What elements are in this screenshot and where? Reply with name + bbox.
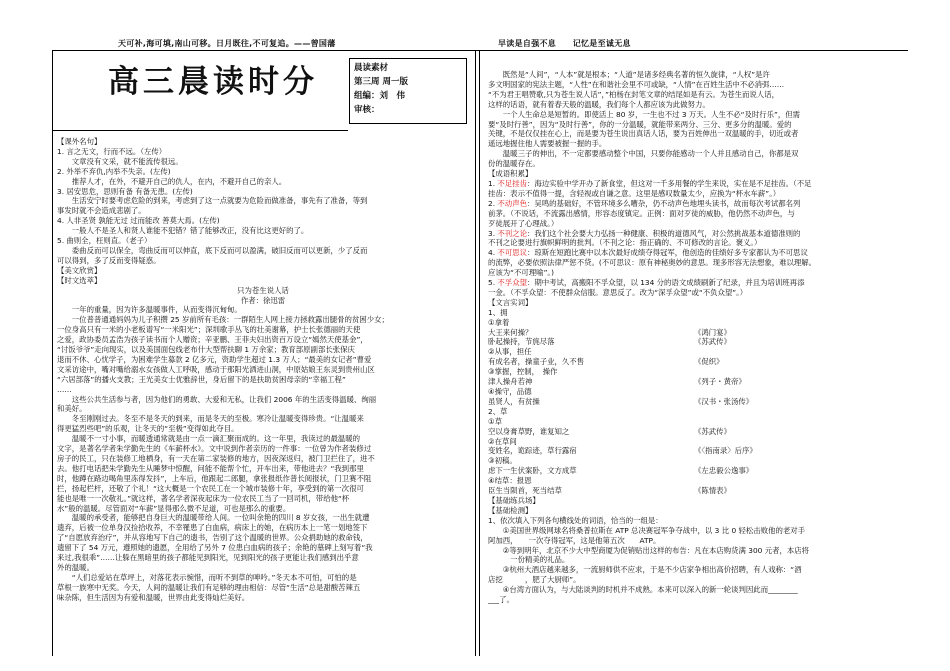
- text-line: [57, 375, 469, 385]
- text-line: [488, 318, 902, 328]
- line-text: 来过,我很乖”……让躲在黑暗里的孩子都能见到阳光，见到阳光的孩子更能让我们感到出乎意: [57, 553, 359, 563]
- info-line: 组编：刘 伟: [354, 91, 406, 101]
- idiom-example: ：海边实验中学开办了新食堂，但这对一千多用餐的学生来说，实在是不足挂齿。（不足: [526, 178, 812, 188]
- text-line: [488, 516, 902, 526]
- text-line: [57, 226, 469, 236]
- text-line: [57, 167, 469, 177]
- text-line: [57, 345, 469, 355]
- text-line: [488, 179, 902, 189]
- line-text: 【基础练兵场】: [488, 495, 540, 505]
- line-text: 1、依次填入下列各句横线处的词语，恰当的一组是：: [488, 515, 663, 525]
- line-text: 这样的话语，就有着春天般的温暖，我们每个人都应该为此做努力。: [488, 99, 710, 109]
- right-column: [488, 70, 902, 605]
- text-line: [57, 365, 469, 375]
- line-text: 虽贤人，有贫操: [488, 396, 540, 406]
- text-line: [57, 147, 469, 157]
- text-line: [488, 169, 902, 179]
- text-line: [488, 476, 902, 486]
- info-line: 晨读素材: [354, 63, 389, 73]
- text-line: [488, 407, 902, 417]
- line-text: 事发时就不会造成悲剧了。: [57, 206, 146, 216]
- text-line: [57, 474, 469, 484]
- line-text: 拦，扬起栏杆，还敬了个礼！“这大概是一个农民工在一个城市装修十年，享受到的第一次很可: [57, 483, 364, 493]
- source-citation: 《汉书・张汤传》: [694, 396, 754, 406]
- line-text: 5. 曲则全，枉则直。（老子）: [57, 236, 152, 246]
- line-text: 之爱，政协委员孟浩为孩子读书而个人赠资；辛亚鹏、王菲夫妇出资百万设立“嫣然天使基金”，: [57, 335, 368, 345]
- text-line: [57, 355, 469, 365]
- motto-left: 天可补,海可填,南山可移。日月既往,不可复追。——曾国藩: [118, 39, 336, 48]
- line-text: 推荐人才，在外，不避开自己的仇人，在内，不避开自己的亲人。: [57, 176, 287, 186]
- idiom-term: 不可思议: [497, 248, 527, 258]
- line-text: 一位身高只有一米的小老板谱写“一米阳光”；深圳歌手丛飞的壮美谢幕，护士长张德丽的天使: [57, 325, 361, 335]
- line-text: 得更猛烈些吧”的乐观，让冬天的“至极”变得如此夺目。: [57, 424, 239, 434]
- text-line: [488, 526, 902, 536]
- text-line: [488, 238, 902, 248]
- line-text: 大王来何操？: [488, 327, 533, 337]
- text-line: [488, 347, 902, 357]
- line-text: 这些公共生活参与者，因为他们的勇敢、大爱和无私，让我们 2006 年的生活变得温暖、绚丽: [57, 394, 377, 404]
- line-text: 可以得到，多了反而变得疑惑。: [57, 255, 161, 265]
- line-text: 臣生当陨首，死当结草: [488, 486, 562, 496]
- line-text: 不刊之论要进行旗帜鲜明的批判。（不刊之论：指正确的、不可修改的言论。褒义。）: [488, 238, 762, 248]
- text-line: [488, 110, 902, 120]
- idiom-example: ：吴鸣的基础好，不管环境多么嘈杂，仍不动声色地埋头读书，故而每次考试都名列: [526, 198, 801, 208]
- text-line: [488, 219, 902, 229]
- line-text: “六居部落”的播火支教；王光美女士优雅辞世，身后留下的是扶助贫困母亲的“幸福工程”: [57, 374, 346, 384]
- text-line: [488, 100, 902, 110]
- line-text: ④结草：报恩: [488, 476, 532, 486]
- text-line: [57, 533, 469, 543]
- text-line: [488, 80, 902, 90]
- line-text: 委曲反而可以保全，弯曲反而可以伸直，底下反而可以盈满，破旧反而可以更新，少了反而: [57, 245, 368, 255]
- text-line: [57, 137, 469, 147]
- line-text: 前茅。（不说话，不流露出感情，形容态度镇定。正例：面对歹徒的威胁，他仍然不动声色，与: [488, 208, 795, 218]
- line-text: 4.: [488, 248, 498, 258]
- text-line: [488, 120, 902, 130]
- line-text: 【基础检测】: [488, 505, 533, 515]
- left-column: [57, 137, 469, 603]
- text-line: [488, 555, 902, 565]
- text-line: [488, 70, 902, 80]
- line-text: 一位普普通通妈妈为儿子积攒 25 岁前所有毛孩：一群陌生人网上接力拯救露出腿骨的贫困少女；: [57, 315, 389, 325]
- line-text: ③杭州大酒店越来越多，一流厨师供不应求，于是不少店家争相出高价招聘，有人戏称：“酒: [488, 565, 802, 575]
- text-line: [57, 424, 469, 434]
- line-text: 虑下一生伏案卧，文方成草: [488, 466, 577, 476]
- source-citation: 《〈指南录〉后序》: [694, 446, 757, 456]
- text-line: [57, 385, 469, 395]
- line-text: 退而不休、心忧学子，为困难学生募款 2 亿多元，资助学生超过 1.3 万人；“最美的女记者”曹爱: [57, 354, 372, 364]
- source-citation: 《促织》: [694, 357, 724, 367]
- line-text: 【文言实词】: [488, 297, 533, 307]
- text-line: [488, 139, 902, 149]
- text-line: [57, 404, 469, 414]
- line-text: 只为苍生说人话: [237, 285, 289, 295]
- text-line: [488, 377, 902, 387]
- line-text: 【成语积累】: [488, 169, 533, 179]
- line-text: 冬至刚刚过去。冬至不是冬天的到来，而是冬天的至极。寒冷让温暖变得珍贵。“让温暖来: [57, 414, 364, 424]
- text-line: [57, 335, 469, 345]
- text-line: [488, 506, 902, 516]
- text-line: [57, 266, 469, 276]
- line-text: 变姓名，诡踪迹，草行露宿: [488, 446, 577, 456]
- line-text: “人们总爱站在草坪上，对落花表示惋惜，而听不到草的呻吟。”冬天本不可怕，可怕的是: [57, 572, 357, 582]
- line-text: 应该为“不可理喻”。): [488, 268, 554, 278]
- line-text: 店挖 ，肥了大厨师”。: [488, 575, 581, 585]
- line-text: 水”般的温暖。尽管面对“车薪”显得那么微不足道，可也是那么的重要。: [57, 503, 291, 513]
- line-text: ①草: [488, 416, 503, 426]
- line-text: 关键，不是仅仅挂在心上，而是要为苍生说出真话人话，要为百姓伸出一双温暖的手，切近或者: [488, 129, 799, 139]
- text-line: [57, 246, 469, 256]
- text-line: [57, 177, 469, 187]
- line-text: 【课外名句】: [57, 137, 102, 146]
- line-text: 温暖三子的伸出，不一定都要感动整个中国，只要你能感动一个人并且感动自己，你都是双: [488, 149, 799, 159]
- text-line: [488, 298, 902, 308]
- line-text: ②在草间: [488, 436, 517, 446]
- text-line: [57, 573, 469, 583]
- line-text: 既然是“人间”，“人本”就是根本；“人道”是诸多经典名著的恒久旋律，“人权”是许: [488, 70, 770, 79]
- text-line: [57, 494, 469, 504]
- source-citation: 《苏武传》: [694, 426, 731, 436]
- text-line: [57, 395, 469, 405]
- text-line: [57, 444, 469, 454]
- left-border: [52, 50, 53, 656]
- text-line: [488, 159, 902, 169]
- text-line: [57, 563, 469, 573]
- line-text: ②从事，担任: [488, 347, 532, 357]
- line-text: 遥远地握住他人需要被握一握的手。: [488, 139, 607, 149]
- line-text: ……: [57, 384, 72, 394]
- page-title: 高三晨读时分: [108, 64, 318, 100]
- line-text: 能也是唯一一次敬礼。”就这样，著名学者深夜起床为一位农民工当了一回司机，带给他“杯: [57, 493, 350, 503]
- text-line: [488, 209, 902, 219]
- text-line: [488, 575, 902, 585]
- text-line: [488, 446, 902, 456]
- line-text: 3. 居安思危，思则有备 有备无患。(左传): [57, 186, 193, 196]
- line-text: 份的温暖存在。: [488, 159, 540, 169]
- line-text: 外的温暖。: [57, 562, 94, 572]
- text-line: [57, 286, 469, 296]
- line-text: 歹徒展开了心理战。）: [488, 218, 559, 228]
- line-text: “不为君王唱赞歌,只为苍生说人话”，”柏杨在封笔文章的结尾如是有云。为苍生而说人话，: [488, 89, 779, 99]
- line-text: 一年的重量，因为许多温暖事件，从而变得沉甸甸。: [57, 305, 242, 315]
- text-line: [488, 328, 902, 338]
- text-line: [488, 536, 902, 546]
- text-line: [488, 367, 902, 377]
- text-line: [57, 523, 469, 533]
- text-line: [57, 434, 469, 444]
- text-line: [488, 189, 902, 199]
- column-divider: [475, 50, 476, 656]
- text-line: [488, 595, 902, 605]
- text-line: [488, 565, 902, 575]
- text-line: [57, 504, 469, 514]
- line-text: 【时文选萃】: [57, 275, 102, 285]
- line-text: 的流弊，必要依照法律严惩不贷。(不可思议：原有神秘奥妙的意思。现多形容无法想象，难以理解。: [488, 258, 817, 268]
- text-line: [488, 90, 902, 100]
- idiom-term: 不孚众望: [497, 278, 527, 288]
- text-line: [57, 305, 469, 315]
- line-text: 温暖的承受者，能够把自身巨大的温暖带给人间。一位叫余艳的四川 8 岁女孩，一出生就遭: [57, 513, 370, 523]
- text-line: [57, 196, 469, 206]
- line-text: ④操守，品德: [488, 387, 532, 396]
- line-text: 草根一族寒中无奖。今天，人间的温暖让我们有足够的理由相信：尽管“生活”总是甜酸苦辣五: [57, 582, 361, 592]
- line-text: 作者：徐迅雷: [240, 295, 286, 305]
- text-line: [57, 484, 469, 494]
- line-text: 卧起操持，节旄尽落: [488, 337, 555, 347]
- text-line: [488, 427, 902, 437]
- line-text: 和美好。: [57, 404, 87, 414]
- line-text: 文字，是著名学者朱学勤先生的《车薪杯水》。文中说到作者亲历的一件事：一位曾为作者装修过: [57, 444, 372, 454]
- info-box: [349, 58, 467, 124]
- text-line: [57, 296, 469, 306]
- line-text: ___了。: [488, 595, 514, 605]
- text-line: [488, 357, 902, 367]
- top-rule: [52, 50, 908, 51]
- line-text: 时，他蹲在路边喝角里冻得发抖”，上车后，他跟起二郎腿，拿张报纸作普长阅报状，门卫赛不阻: [57, 473, 372, 483]
- info-line: 审核：: [354, 105, 380, 115]
- text-line: [488, 308, 902, 318]
- text-line: [488, 387, 902, 397]
- masthead-rule: [52, 130, 348, 131]
- text-line: [488, 278, 902, 288]
- line-text: 空以身膏草野，谁复知之: [488, 426, 570, 436]
- text-line: [57, 206, 469, 216]
- text-line: [57, 583, 469, 593]
- line-text: ④台湾方面认为，与大陆谈判的时机并不成熟。本来可以深入的新一轮谈判因此而________: [488, 585, 798, 595]
- text-line: [488, 229, 902, 239]
- text-line: [488, 466, 902, 476]
- line-text: 房子的民工，只在装修工地栖身，有一天在第二家装修的地方，因夜深返归，被门卫拦住了，进不: [57, 454, 375, 463]
- line-text: 5.: [488, 278, 498, 288]
- line-text: ③掌握，控制， 操作: [488, 367, 558, 377]
- line-text: 遗留下了 54 万元，遵照她的遗愿，全用给了另外 7 位患白血病的孩子；余艳的墓碑上刻写着“我: [57, 543, 373, 553]
- idiom-term: 不动声色: [497, 198, 527, 208]
- line-text: 一份精美的礼品。: [488, 555, 570, 565]
- info-line: 第三周 周一版: [354, 77, 408, 87]
- source-citation: 《鸿门宴》: [694, 327, 731, 337]
- text-line: [488, 546, 902, 556]
- text-line: [488, 129, 902, 139]
- line-text: 2.: [488, 198, 498, 208]
- source-citation: 《苏武传》: [694, 337, 731, 347]
- text-line: [57, 593, 469, 603]
- text-line: [488, 585, 902, 595]
- line-text: 阿加西， 一次夺得冠军，这是他第五次 ATP。: [488, 535, 661, 545]
- text-line: [488, 437, 902, 447]
- line-text: 一个人生命总是短暂的。即使活上 80 岁，一生也不过 3 万天。人生不必“及时行乐”，但需: [488, 109, 801, 119]
- text-line: [488, 149, 902, 159]
- text-line: [488, 397, 902, 407]
- line-text: 2、草: [488, 406, 508, 416]
- text-line: [57, 414, 469, 424]
- line-text: 1.: [488, 178, 498, 188]
- line-text: ③初稿。: [488, 456, 517, 466]
- line-text: 有成名者，操童子业，久不售: [488, 357, 585, 367]
- text-line: [57, 276, 469, 286]
- line-text: 文章没有文采，就不能流传很远。: [57, 156, 183, 166]
- idiom-example: ：我们这个社会要大力弘扬一种健康、积极的道德风气，对公然挑战基本道德准则的: [526, 228, 801, 238]
- text-line: [488, 337, 902, 347]
- text-line: [488, 248, 902, 258]
- text-line: [488, 288, 902, 298]
- idiom-term: 不刊之论: [497, 228, 527, 238]
- line-text: 遗弃，后被一位单身汉捡拾收养，不幸罹患了白血病，病床上的她，在病历本上一笔一划地签下: [57, 523, 368, 533]
- line-text: “讨饭爷爷”走向现实，以及美国面包线老布什大型帮扶聊 1 万余家；教育部原副部长张保庆: [57, 345, 355, 355]
- text-line: [57, 513, 469, 523]
- line-text: ①拿着: [488, 317, 510, 327]
- text-line: [57, 553, 469, 563]
- text-line: [57, 216, 469, 226]
- motto-right: 早读是自强不息 记忆是至诚无息: [498, 39, 631, 48]
- idiom-term: 不足挂齿: [497, 178, 527, 188]
- line-text: 去。他打电话把朱学勤先生从睡梦中惊醒，问能不能帮个忙，开车出来，带他进去？“我到那里: [57, 463, 364, 473]
- text-line: [488, 496, 902, 506]
- line-text: 文采访途中，嘴对嘴给溺水女孩做人工呼吸，感动于那阳光洒进山洞，中原姑娘王东灵到贵州山区: [57, 364, 375, 374]
- line-text: 1. 言之无文，行而不远。（左传）: [57, 146, 167, 156]
- line-text: 2. 外举不弃仇,内举不失亲。(左传): [57, 166, 171, 176]
- line-text: 津人操舟若神: [488, 377, 533, 387]
- text-line: [488, 268, 902, 278]
- line-text: 多文明国家的宪法主题，“人性”在和谐社会里不可或缺，“人情”在百姓生活中不必消弭……: [488, 79, 785, 89]
- idiom-example: ：琼斯在短跑比赛中以本次最好成绩夺得冠军，他创造的佳绩好多专家都认为不可思议: [526, 248, 808, 258]
- source-citation: 《陈情表》: [694, 486, 731, 496]
- text-line: [488, 486, 902, 496]
- line-text: 【美文欣赏】: [57, 265, 102, 275]
- text-line: [57, 543, 469, 553]
- line-text: ②等到明年，北京不少大中型商厦为促销贴出这样的布告：凡在本店购货满 300 元者，本店将: [488, 545, 810, 555]
- text-line: [57, 157, 469, 167]
- line-text: 3.: [488, 228, 498, 238]
- line-text: ①美国世界级网球名将桑普拉斯在 ATP 总决赛冠军争夺战中，以 3 比 0 轻松击败他的老对手: [488, 525, 806, 535]
- text-line: [57, 325, 469, 335]
- line-text: 一般人不是圣人和贤人谁能不犯错？错了能够改正，没有比这更好的了。: [57, 226, 309, 236]
- idiom-example: ：期中考试，高搬阳不孚众望，以 134 分的语文成绩刷新了纪录，并且为培训班再添: [526, 278, 805, 288]
- text-line: [57, 454, 469, 464]
- text-line: [488, 258, 902, 268]
- line-text: 生活安宁时要考虑危险的到来，考虑到了这一点就要为危险而做准备，事先有了准备，等到: [57, 196, 368, 206]
- line-text: 要“及时行善”，因为“及时行善”，你的一分温暖，就能带来两分、三分、更多分的温暖。爱的: [488, 119, 792, 129]
- text-line: [488, 456, 902, 466]
- source-citation: 《列子・黄帝》: [694, 377, 746, 387]
- line-text: 挂齿：表示不值得一提，含轻视或自谦之意。这里是感叹数量太少，应换为“杯水车薪”。）: [488, 188, 781, 198]
- text-line: [57, 187, 469, 197]
- text-line: [488, 417, 902, 427]
- text-line: [57, 464, 469, 474]
- line-text: 4. 人非圣贤 孰能无过 过而能改 善莫大焉。(左传): [57, 216, 220, 226]
- text-line: [57, 236, 469, 246]
- line-text: 一金。（不孚众望：不使群众信服。意思反了。改为“深孚众望”或“不负众望”。）: [488, 287, 748, 297]
- line-text: 温暖不一寸小事，而暖透通常就是由一点一滴汇聚而成的。这一年里，我读过的最温暖的: [57, 434, 361, 444]
- column-divider-inner: [479, 50, 480, 656]
- line-text: 味杂陈，但生活因为有爱和温暖，世界由此变得灿烂美好。: [57, 592, 250, 602]
- source-citation: 《左忠毅公逸事》: [694, 466, 754, 476]
- text-line: [57, 315, 469, 325]
- line-text: 1、拥: [488, 307, 508, 317]
- text-line: [57, 256, 469, 266]
- line-text: 了“自愿放弃治疗”，并从容地写下自己的遗书，告别了这个温暖的世界。公众捐助她的救命钱，: [57, 533, 368, 543]
- text-line: [488, 199, 902, 209]
